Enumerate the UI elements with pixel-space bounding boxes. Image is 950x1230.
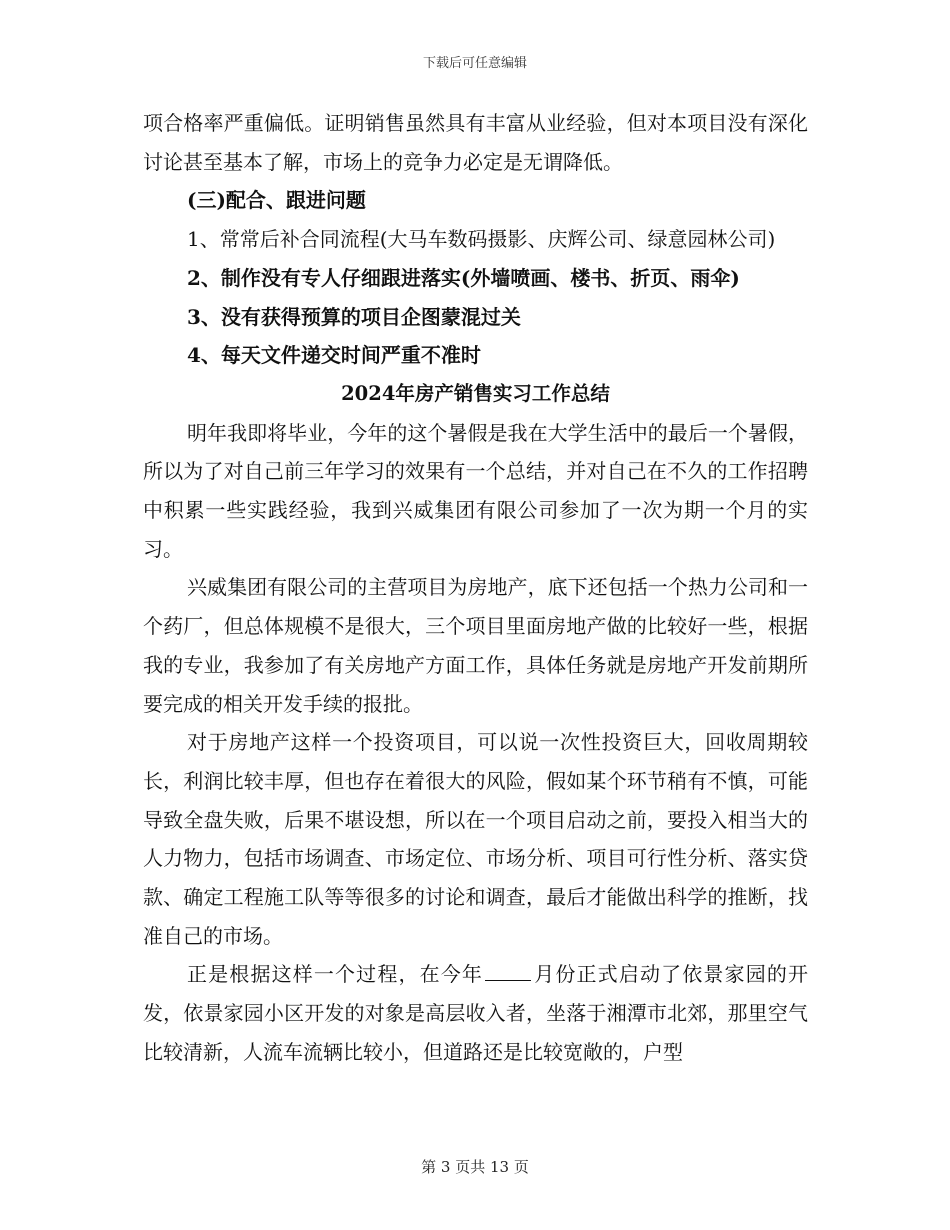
list-item-1: 1、常常后补合同流程(大马车数码摄影、庆辉公司、绿意园林公司) xyxy=(187,227,776,252)
body-paragraph-4-end: 月份正式启动了依景家园的开发，依景家园小区开发的对象是高层收入者，坐落于湘潭市北郊，那里空气比较清新，人流车流辆比较小，但道路还是比较宽敞的，户型 xyxy=(143,962,809,1064)
paragraph-continued: 项合格率严重偏低。证明销售虽然具有丰富从业经验，但对本项目没有深化讨论甚至基本了解，市场上的竞争力必定是无谓降低。 xyxy=(143,111,808,174)
body-paragraph-1: 明年我即将毕业，今年的这个暑假是我在大学生活中的最后一个暑假，所以为了对自己前三年学习的效果有一个总结，并对自己在不久的工作招聘中积累一些实践经验，我到兴威集团有限公司参加了一次为期一个月的实习。 xyxy=(143,420,808,561)
list-item-3: 3、没有获得预算的项目企图蒙混过关 xyxy=(187,304,521,329)
document-body xyxy=(143,104,808,1072)
body-paragraph-2: 兴威集团有限公司的主营项目为房地产，底下还包括一个热力公司和一个药厂，但总体规模不是很大，三个项目里面房地产做的比较好一些，根据我的专业，我参加了有关房地产方面工作，具体任务就是房地产开发前期所要完成的相关开发手续的报批。 xyxy=(143,575,808,716)
page-header: 下载后可任意编辑 xyxy=(422,56,527,71)
body-paragraph-3: 对于房地产这样一个投资项目，可以说一次性投资巨大，回收周期较长，利润比较丰厚，但也存在着很大的风险，假如某个环节稍有不慎，可能导致全盘失败，后果不堪设想，所以在一个项目启动之前，要投入相当大的人力物力，包括市场调查、市场定位、市场分析、项目可行性分析、落实贷款、确定工程施工队等等很多的讨论和调查，最后才能做出科学的推断，找准自己的市场。 xyxy=(143,730,808,948)
body-paragraph-4 xyxy=(143,955,808,1071)
section-title: 2024年房产销售实习工作总结 xyxy=(341,381,610,405)
list-item-4: 4、每天文件递交时间严重不准时 xyxy=(187,343,481,368)
subheading-cooperation: (三)配合、跟进问题 xyxy=(187,188,366,213)
page-footer: 第 3 页共 13 页 xyxy=(421,1158,529,1176)
list-item-2: 2、制作没有专人仔细跟进落实(外墙喷画、楼书、折页、雨伞) xyxy=(187,265,740,290)
fill-in-blank xyxy=(485,962,531,981)
body-paragraph-4-start: 正是根据这样一个过程，在今年 xyxy=(187,962,484,987)
